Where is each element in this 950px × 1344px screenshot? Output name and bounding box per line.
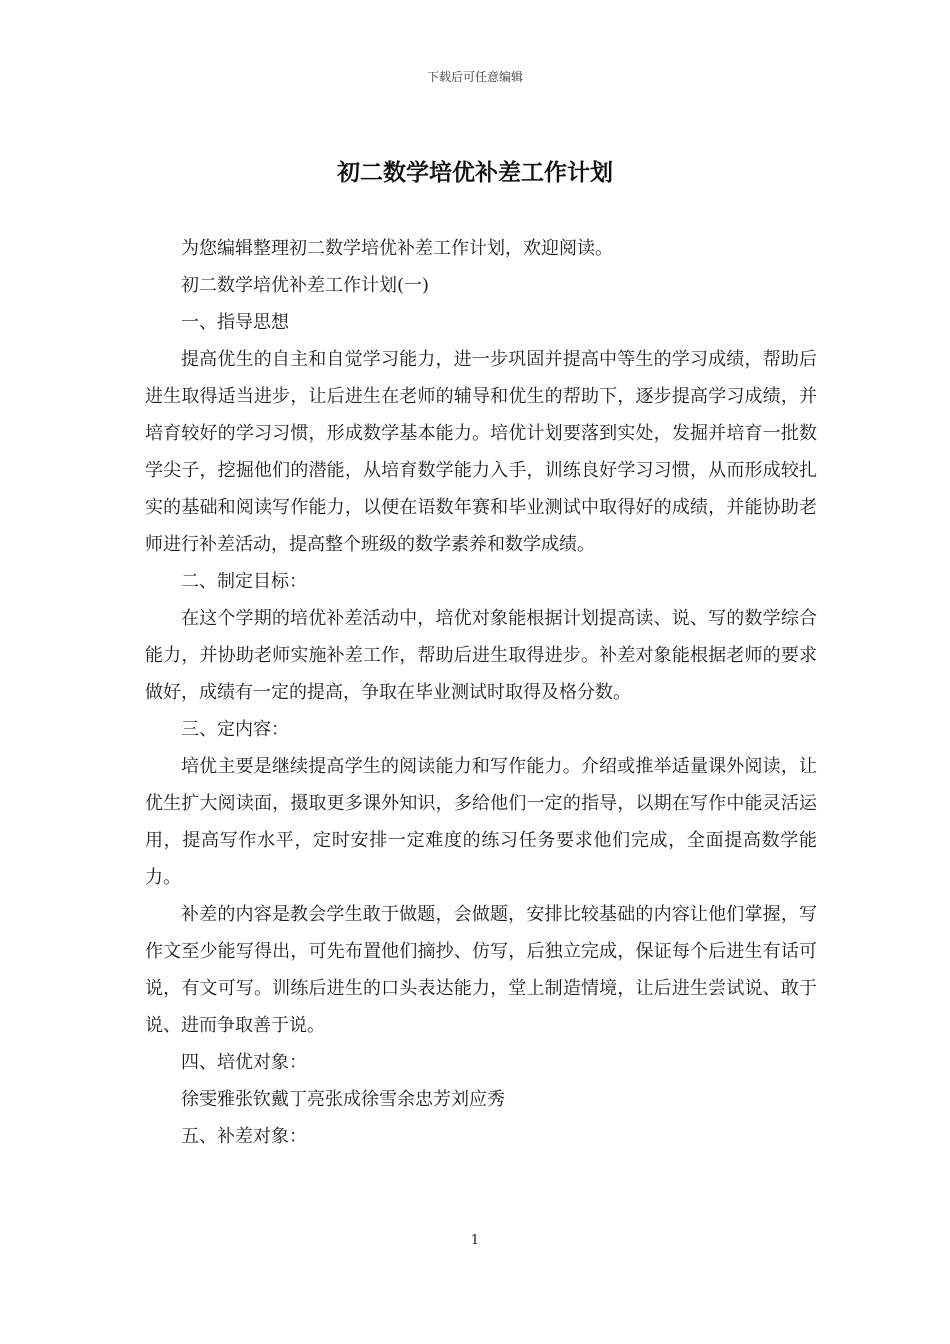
section-heading-remedial-students: 五、补差对象： [181,1126,307,1147]
paragraph-content-advanced: 培优主要是继续提高学生的阅读能力和写作能力。介绍或推举适量课外阅读，让优生扩大阅读面，摄取更多课外知识，多给他们一定的指导，以期在写作中能灵活运用，提高写作水平，定时安排一定难度的练习任务要求他们完成，全面提高数学能力。 [145,756,817,888]
page-number: 1 [470,1233,480,1248]
section-heading-advanced-students: 四、培优对象： [181,1052,307,1073]
intro-paragraph: 为您编辑整理初二数学培优补差工作计划，欢迎阅读。 [181,238,613,259]
section-heading-guiding-thought: 一、指导思想 [181,312,289,333]
header-note: 下载后可任意编辑 [426,70,523,84]
advanced-student-names: 徐雯雅张钦戴丁亮张成徐雪余忠芳刘应秀 [181,1089,505,1110]
document-title: 初二数学培优补差工作计划 [337,159,613,186]
section-heading-content: 三、定内容： [181,719,289,740]
paragraph-content-remedial: 补差的内容是教会学生敢于做题，会做题，安排比较基础的内容让他们掌握，写作文至少能写得出，可先布置他们摘抄、仿写，后独立完成，保证每个后进生有话可说，有文可写。训练后进生的口头表达能力，堂上制造情境，让后进生尝试说、敢于说、进而争取善于说。 [145,904,817,1036]
plan-subtitle: 初二数学培优补差工作计划(一) [181,275,430,296]
paragraph-goals: 在这个学期的培优补差活动中，培优对象能根据计划提高读、说、写的数学综合能力，并协助老师实施补差工作，帮助后进生取得进步。补差对象能根据老师的要求做好，成绩有一定的提高，争取在毕业测试时取得及格分数。 [145,608,817,703]
paragraph-guiding-thought: 提高优生的自主和自觉学习能力，进一步巩固并提高中等生的学习成绩，帮助后进生取得适当进步，让后进生在老师的辅导和优生的帮助下，逐步提高学习成绩，并培育较好的学习习惯，形成数学基本能力。培优计划要落到实处，发掘并培育一批数学尖子，挖掘他们的潜能，从培育数学能力入手，训练良好学习习惯，从而形成较扎实的基础和阅读写作能力，以便在语数年赛和毕业测试中取得好的成绩，并能协助老师进行补差活动，提高整个班级的数学素养和数学成绩。 [145,349,817,555]
section-heading-goals: 二、制定目标： [181,571,307,592]
document-body [145,230,817,1155]
